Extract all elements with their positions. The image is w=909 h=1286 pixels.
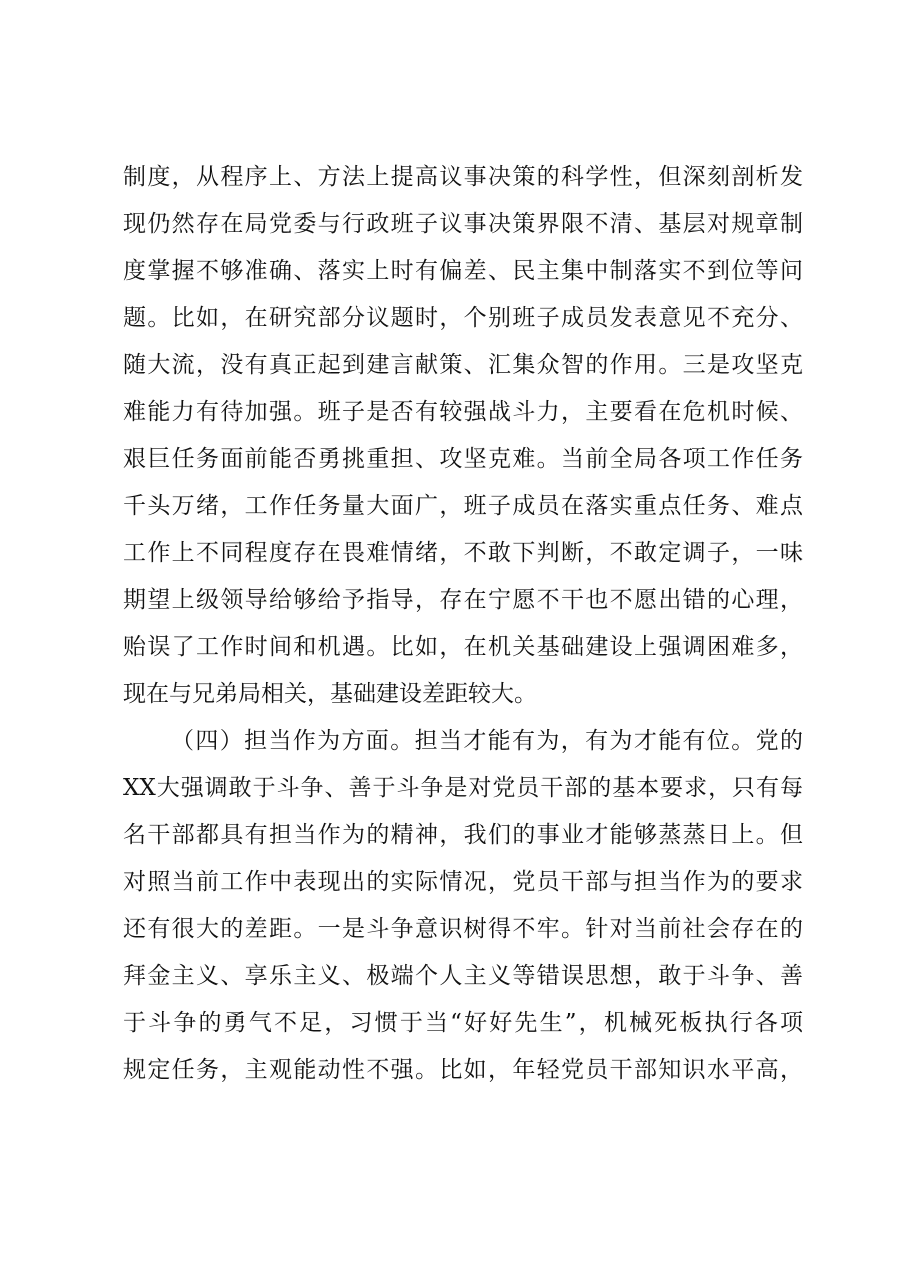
text-line: 制度，从程序上、方法上提高议事决策的科学性，但深刻剖析发: [123, 164, 803, 190]
text-line: 现在与兄弟局相关，基础建设差距较大。: [123, 681, 537, 707]
text-line: 拜金主义、享乐主义、极端个人主义等错误思想，敢于斗争、善: [123, 963, 803, 989]
text-line: 于斗争的勇气不足，习惯于当“好好先生”，机械死板执行各项: [123, 1010, 803, 1036]
text-line: 题。比如，在研究部分议题时，个别班子成员发表意见不充分、: [123, 305, 803, 331]
text-line: 规定任务，主观能动性不强。比如，年轻党员干部知识水平高，: [123, 1057, 803, 1083]
text-line: 对照当前工作中表现出的实际情况，党员干部与担当作为的要求: [123, 869, 803, 895]
text-line: 现仍然存在局党委与行政班子议事决策界限不清、基层对规章制: [123, 211, 803, 237]
text-line: 期望上级领导给够给予指导，存在宁愿不干也不愿出错的心理，: [123, 587, 803, 613]
text-line: XX大强调敢于斗争、善于斗争是对党员干部的基本要求，只有每: [123, 775, 803, 801]
text-line: 随大流，没有真正起到建言献策、汇集众智的作用。三是攻坚克: [123, 352, 803, 378]
text-line: 名干部都具有担当作为的精神，我们的事业才能够蒸蒸日上。但: [123, 822, 803, 848]
text-line: 还有很大的差距。一是斗争意识树得不牢。针对当前社会存在的: [123, 916, 803, 942]
text-line: 度掌握不够准确、落实上时有偏差、民主集中制落实不到位等问: [123, 258, 803, 284]
text-line: 艰巨任务面前能否勇挑重担、攻坚克难。当前全局各项工作任务: [123, 446, 803, 472]
text-line: 工作上不同程度存在畏难情绪，不敢下判断，不敢定调子，一味: [123, 540, 803, 566]
text-line: 难能力有待加强。班子是否有较强战斗力，主要看在危机时候、: [123, 399, 803, 425]
paragraph-first-line: （四）担当作为方面。担当才能有为，有为才能有位。党的: [171, 728, 803, 754]
text-line: 千头万绪，工作任务量大面广，班子成员在落实重点任务、难点: [123, 493, 803, 519]
text-line: 贻误了工作时间和机遇。比如，在机关基础建设上强调困难多，: [123, 634, 803, 660]
